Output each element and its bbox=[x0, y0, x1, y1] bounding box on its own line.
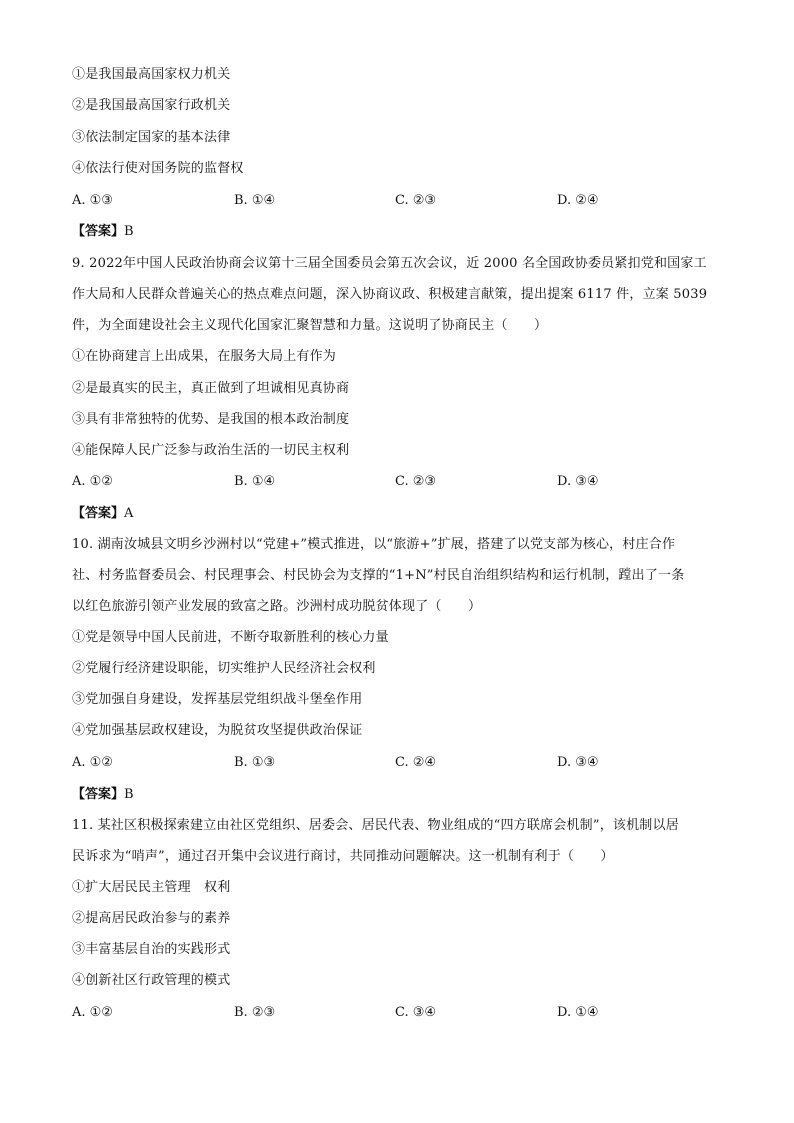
q9-options bbox=[72, 473, 722, 491]
q9-statement-1: ①在协商建言上出成果，在服务大局上有作为 bbox=[72, 349, 337, 364]
q11-option-b: B. ②③ bbox=[234, 1005, 276, 1020]
answer-value: B bbox=[124, 224, 134, 239]
q10-stem-line-3: 以红色旅游引领产业发展的致富之路。沙洲村成功脱贫体现了（ ） bbox=[72, 599, 482, 614]
q10-option-d: D. ③④ bbox=[557, 755, 599, 770]
q8-statement-3: ③依法制定国家的基本法律 bbox=[72, 130, 231, 145]
q9-answer bbox=[72, 505, 133, 523]
q11-stem-line-1: 11. 某社区积极探索建立由社区党组织、居委会、居民代表、物业组成的“四方联席会机制”，该机制以居 bbox=[72, 818, 679, 833]
q11-option-d: D. ①④ bbox=[557, 1005, 599, 1020]
q9-statement-4: ④能保障人民广泛参与政治生活的一切民主权利 bbox=[72, 443, 350, 458]
q10-answer bbox=[72, 786, 134, 804]
q8-statement-4: ④依法行使对国务院的监督权 bbox=[72, 161, 244, 176]
q8-option-a: A. ①③ bbox=[72, 193, 113, 208]
q8-statement-1: ①是我国最高国家权力机关 bbox=[72, 67, 231, 82]
q10-options bbox=[72, 754, 722, 772]
q10-stem-line-1: 10. 湖南汝城县文明乡沙洲村以“党建+”模式推进，以“旅游+”扩展，搭建了以党支部为核心，村庄合作 bbox=[72, 537, 676, 552]
q9-statement-3: ③具有非常独特的优势、是我国的根本政治制度 bbox=[72, 412, 350, 427]
q11-options bbox=[72, 1004, 722, 1022]
q8-statement-2: ②是我国最高国家行政机关 bbox=[72, 98, 231, 113]
q8-answer bbox=[72, 223, 134, 241]
q9-statement-2: ②是最真实的民主，真正做到了坦诚相见真协商 bbox=[72, 381, 350, 396]
answer-value: A bbox=[124, 506, 134, 521]
q10-option-b: B. ①③ bbox=[234, 755, 276, 770]
q10-option-a: A. ①② bbox=[72, 755, 113, 770]
q8-option-c: C. ②③ bbox=[395, 193, 437, 208]
q10-stem-line-2: 社、村务监督委员会、村民理事会、村民协会为支撑的“1+N”村民自治组织结构和运行机制，蹚出了一条 bbox=[72, 568, 685, 583]
q11-stem-line-2: 民诉求为“哨声”，通过召开集中会议进行商讨，共同推动问题解决。这一机制有利于（ ） bbox=[72, 849, 614, 864]
answer-tag: 【答案】 bbox=[72, 787, 125, 802]
answer-tag: 【答案】 bbox=[72, 506, 125, 521]
q8-option-b: B. ①④ bbox=[234, 193, 276, 208]
q9-option-d: D. ③④ bbox=[557, 474, 599, 489]
answer-tag: 【答案】 bbox=[72, 224, 125, 239]
q10-statement-4: ④党加强基层政权建设，为脱贫攻坚提供政治保证 bbox=[72, 723, 363, 738]
q11-option-a: A. ①② bbox=[72, 1005, 113, 1020]
q10-statement-2: ②党履行经济建设职能，切实维护人民经济社会权利 bbox=[72, 661, 376, 676]
q8-option-d: D. ②④ bbox=[557, 193, 599, 208]
q10-statement-1: ①党是领导中国人民前进，不断夺取新胜利的核心力量 bbox=[72, 630, 389, 645]
q11-statement-1: ①扩大居民民主管理 权利 bbox=[72, 880, 231, 895]
q9-option-b: B. ①④ bbox=[234, 474, 276, 489]
q11-statement-4: ④创新社区行政管理的模式 bbox=[72, 973, 231, 988]
q10-statement-3: ③党加强自身建设，发挥基层党组织战斗堡垒作用 bbox=[72, 692, 363, 707]
q11-statement-2: ②提高居民政治参与的素养 bbox=[72, 911, 231, 926]
q9-stem-line-1: 9. 2022年中国人民政治协商会议第十三届全国委员会第五次会议，近 2000 名全国政协委员紧扣党和国家工 bbox=[72, 256, 707, 271]
q9-stem-line-2: 作大局和人民群众普遍关心的热点难点问题，深入协商议政、积极建言献策，提出提案 6117 件，立案 5039 bbox=[72, 287, 708, 302]
q8-options bbox=[72, 192, 722, 210]
q9-option-a: A. ①② bbox=[72, 474, 113, 489]
q10-option-c: C. ②④ bbox=[395, 755, 437, 770]
q11-option-c: C. ③④ bbox=[395, 1005, 437, 1020]
q9-stem-line-3: 件，为全面建设社会主义现代化国家汇聚智慧和力量。这说明了协商民主（ ） bbox=[72, 318, 548, 333]
q9-option-c: C. ②③ bbox=[395, 474, 437, 489]
answer-value: B bbox=[124, 787, 134, 802]
q11-statement-3: ③丰富基层自治的实践形式 bbox=[72, 942, 231, 957]
